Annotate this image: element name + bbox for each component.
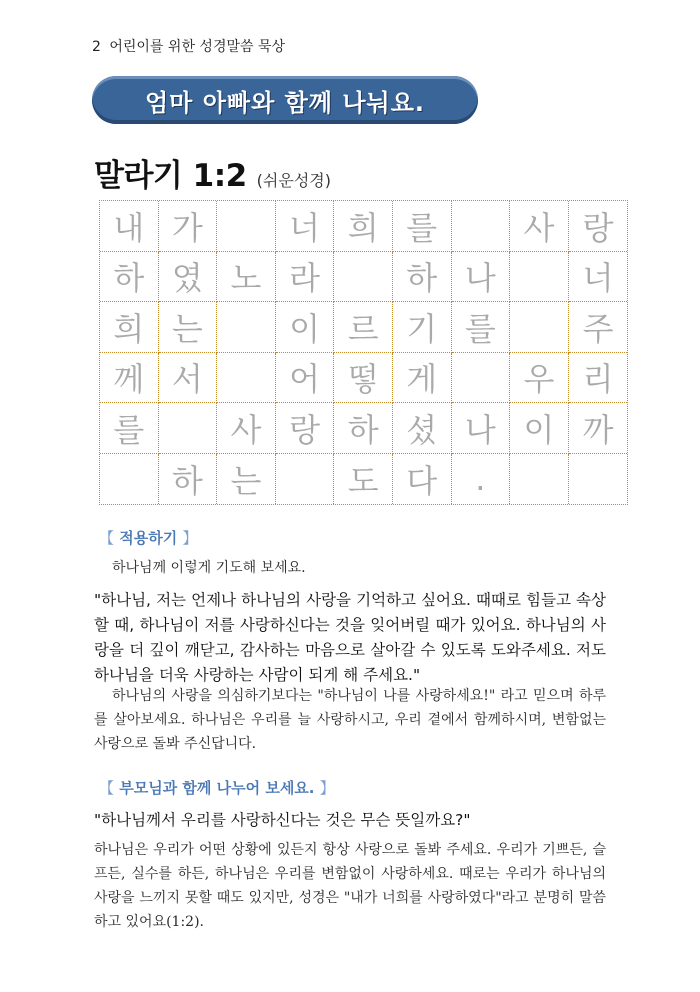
grid-cell: 를 — [452, 302, 511, 353]
grid-cell — [276, 454, 335, 505]
grid-cell: 희 — [334, 201, 393, 252]
grid-cell: 노 — [217, 252, 276, 303]
grid-cell: 우 — [510, 353, 569, 404]
grid-cell: 기 — [393, 302, 452, 353]
grid-cell: 이 — [276, 302, 335, 353]
grid-cell: 너 — [569, 252, 628, 303]
book-title: 어린이를 위한 성경말씀 묵상 — [109, 39, 286, 55]
grid-cell: 르 — [334, 302, 393, 353]
grid-cell: 도 — [334, 454, 393, 505]
grid-cell: 어 — [276, 353, 335, 404]
grid-cell — [217, 353, 276, 404]
grid-cell: 하 — [393, 252, 452, 303]
grid-cell: 께 — [100, 353, 159, 404]
grid-cell: 이 — [510, 403, 569, 454]
grid-cell: 서 — [159, 353, 218, 404]
apply-intro: 하나님께 이렇게 기도해 보세요. — [112, 560, 306, 576]
grid-cell — [569, 454, 628, 505]
share-heading-text: 부모님과 함께 나누어 보세요. — [119, 779, 315, 797]
grid-cell — [159, 403, 218, 454]
grid-cell — [510, 454, 569, 505]
page-header — [92, 36, 285, 56]
grid-cell: 떻 — [334, 353, 393, 404]
grid-cell: 게 — [393, 353, 452, 404]
bible-version: (쉬운성경) — [256, 171, 331, 190]
prayer-text: "하나님, 저는 언제나 하나님의 사랑을 기억하고 싶어요. 때때로 힘들고 속상할 때, 하나님이 저를 사랑하신다는 것을 잊어버릴 때가 있어요. 하나님의 사랑을 더 깊이 깨닫고, 감사하는 마음으로 살아갈 수 있도록 도와주세요. 저도 하나님을 더욱 사랑하는 사람이 되게 해 주세요." — [94, 591, 606, 684]
bracket-close: 】 — [319, 779, 335, 797]
discussion-question: "하나님께서 우리를 사랑하신다는 것은 무슨 뜻일까요?" — [94, 811, 471, 829]
bracket-close: 】 — [182, 529, 198, 547]
grid-cell: 주 — [569, 302, 628, 353]
grid-cell: 리 — [569, 353, 628, 404]
grid-cell: 는 — [159, 302, 218, 353]
grid-cell: . — [452, 454, 511, 505]
share-body: 하나님은 우리가 어떤 상황에 있든지 항상 사랑으로 돌봐 주세요. 우리가 기쁘든, 슬프든, 실수를 하든, 하나님은 우리를 변함없이 사랑하세요. 때로는 우리가 하나님의 사랑을 느끼지 못할 때도 있지만, 성경은 "내가 너희를 사랑하였다"라고 분명히 말씀하고 있어요(1:2). — [94, 842, 606, 930]
apply-body: 하나님의 사랑을 의심하기보다는 "하나님이 나를 사랑하세요!" 라고 믿으며 하루를 살아보세요. 하나님은 우리를 늘 사랑하시고, 우리 곁에서 함께하시며, 변함없는 사랑으로 돌봐 주신답니다. — [94, 688, 606, 752]
grid-cell: 다 — [393, 454, 452, 505]
grid-cell: 내 — [100, 201, 159, 252]
verse-reference — [94, 150, 331, 195]
grid-cell: 랑 — [569, 201, 628, 252]
share-heading — [99, 777, 335, 798]
grid-cell: 였 — [159, 252, 218, 303]
tracing-grid — [99, 200, 628, 505]
grid-cell: 가 — [159, 201, 218, 252]
grid-cell: 너 — [276, 201, 335, 252]
grid-cell: 하 — [159, 454, 218, 505]
apply-heading-text: 적용하기 — [119, 529, 178, 547]
grid-cell — [100, 454, 159, 505]
grid-cell: 하 — [100, 252, 159, 303]
grid-cell — [217, 302, 276, 353]
grid-cell: 나 — [452, 252, 511, 303]
grid-cell: 나 — [452, 403, 511, 454]
verse-reference-text: 말라기 1:2 — [94, 158, 247, 194]
bracket-open: 【 — [99, 779, 115, 797]
grid-cell: 를 — [393, 201, 452, 252]
grid-cell: 랑 — [276, 403, 335, 454]
grid-cell — [510, 252, 569, 303]
grid-cell: 라 — [276, 252, 335, 303]
grid-cell — [217, 201, 276, 252]
grid-cell: 는 — [217, 454, 276, 505]
section-banner — [92, 76, 478, 124]
grid-cell: 희 — [100, 302, 159, 353]
grid-cell — [334, 252, 393, 303]
grid-cell — [452, 201, 511, 252]
page-number: 2 — [92, 39, 101, 55]
banner-title: 엄마 아빠와 함께 나눠요. — [144, 88, 426, 117]
grid-cell: 를 — [100, 403, 159, 454]
grid-cell: 사 — [510, 201, 569, 252]
grid-cell — [510, 302, 569, 353]
grid-cell: 셨 — [393, 403, 452, 454]
grid-cell — [452, 353, 511, 404]
grid-cell: 까 — [569, 403, 628, 454]
bracket-open: 【 — [99, 529, 115, 547]
grid-cell: 하 — [334, 403, 393, 454]
apply-heading — [99, 527, 197, 548]
grid-cell: 사 — [217, 403, 276, 454]
